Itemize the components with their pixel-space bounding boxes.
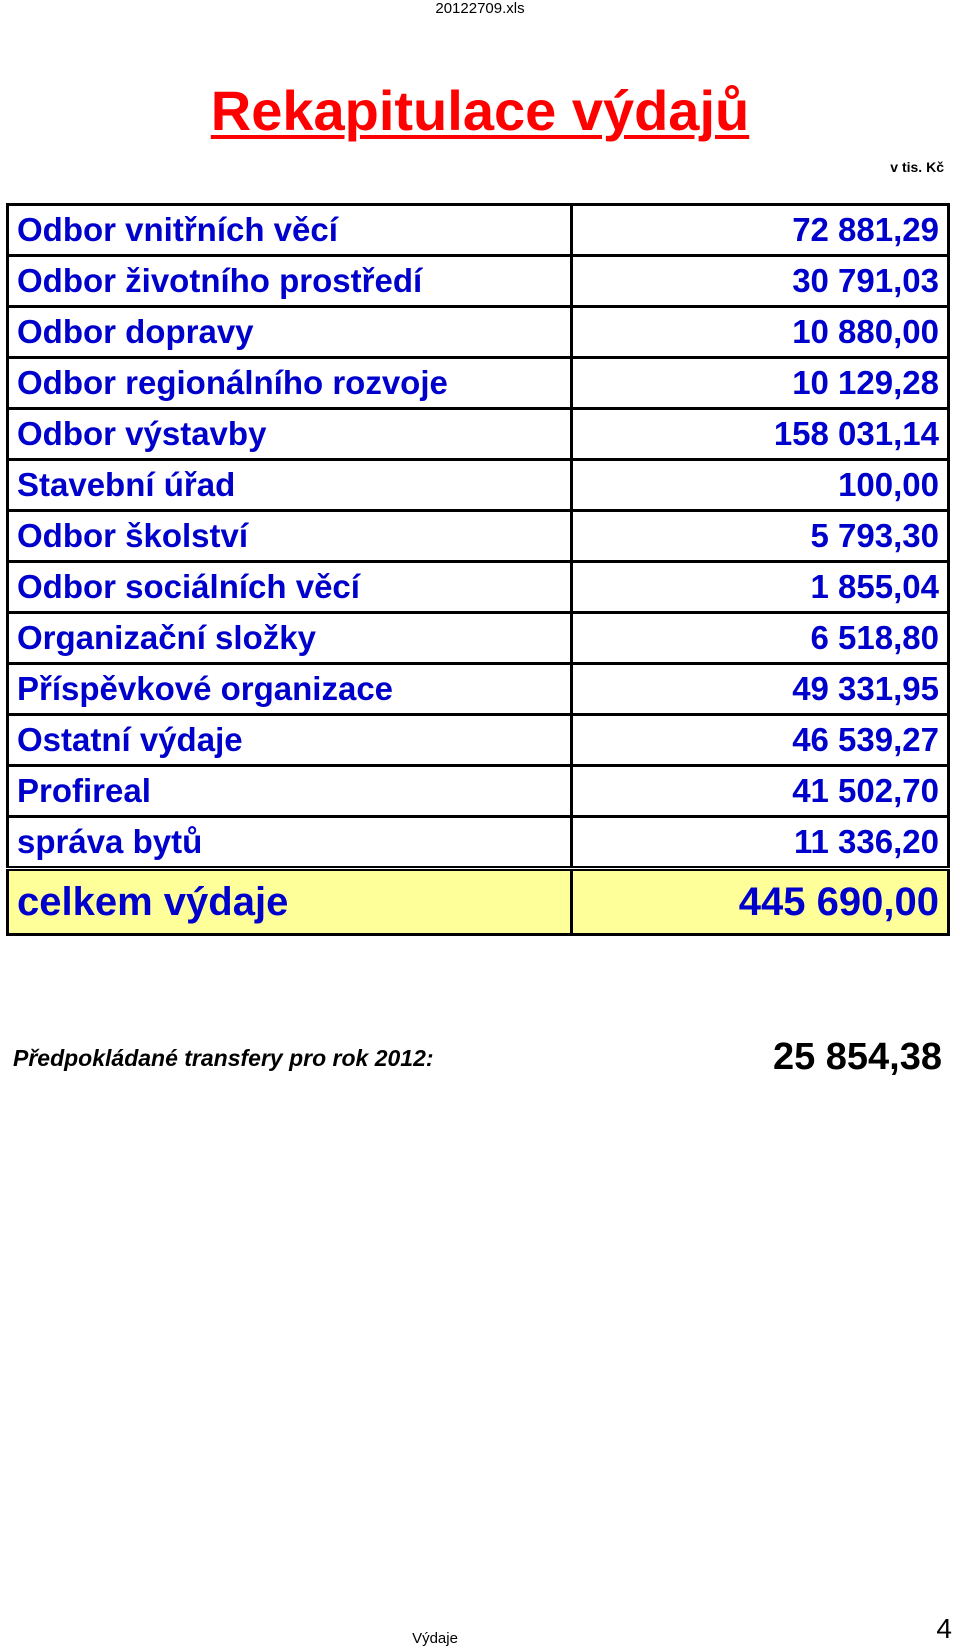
row-value: 49 331,95 — [572, 664, 949, 715]
table-row — [8, 256, 949, 307]
page-title: Rekapitulace výdajů — [210, 79, 750, 142]
total-row — [8, 869, 949, 935]
units-label: v tis. Kč — [890, 159, 944, 175]
sheet-name: Výdaje — [412, 1630, 458, 1647]
row-value: 1 855,04 — [572, 562, 949, 613]
total-value: 445 690,00 — [572, 869, 949, 935]
row-label: Ostatní výdaje — [8, 715, 572, 766]
table-row — [8, 817, 949, 869]
row-value: 100,00 — [572, 460, 949, 511]
row-label: Organizační složky — [8, 613, 572, 664]
row-label: Odbor výstavby — [8, 409, 572, 460]
row-value: 41 502,70 — [572, 766, 949, 817]
row-value: 6 518,80 — [572, 613, 949, 664]
expense-table — [6, 203, 950, 936]
row-value: 11 336,20 — [572, 817, 949, 869]
transfers-label: Předpokládané transfery pro rok 2012: — [13, 1045, 434, 1071]
row-value: 5 793,30 — [572, 511, 949, 562]
row-value: 158 031,14 — [572, 409, 949, 460]
row-label: Odbor školství — [8, 511, 572, 562]
row-label: Příspěvkové organizace — [8, 664, 572, 715]
row-value: 46 539,27 — [572, 715, 949, 766]
row-label: Stavební úřad — [8, 460, 572, 511]
row-label: Odbor životního prostředí — [8, 256, 572, 307]
page-number: 4 — [936, 1613, 952, 1644]
row-value: 10 880,00 — [572, 307, 949, 358]
row-value: 10 129,28 — [572, 358, 949, 409]
table-row — [8, 664, 949, 715]
table-row — [8, 715, 949, 766]
row-label: Odbor dopravy — [8, 307, 572, 358]
total-label: celkem výdaje — [8, 869, 572, 935]
row-value: 30 791,03 — [572, 256, 949, 307]
transfers-value: 25 854,38 — [772, 1036, 942, 1078]
table-row — [8, 307, 949, 358]
row-label: správa bytů — [8, 817, 572, 869]
row-label: Odbor sociálních věcí — [8, 562, 572, 613]
row-label: Profireal — [8, 766, 572, 817]
table-row — [8, 409, 949, 460]
table-row — [8, 613, 949, 664]
table-row — [8, 766, 949, 817]
table-row — [8, 358, 949, 409]
table-row — [8, 460, 949, 511]
file-name: 20122709.xls — [435, 0, 525, 17]
row-label: Odbor regionálního rozvoje — [8, 358, 572, 409]
table-row — [8, 205, 949, 256]
row-label: Odbor vnitřních věcí — [8, 205, 572, 256]
table-row — [8, 511, 949, 562]
row-value: 72 881,29 — [572, 205, 949, 256]
table-row — [8, 562, 949, 613]
